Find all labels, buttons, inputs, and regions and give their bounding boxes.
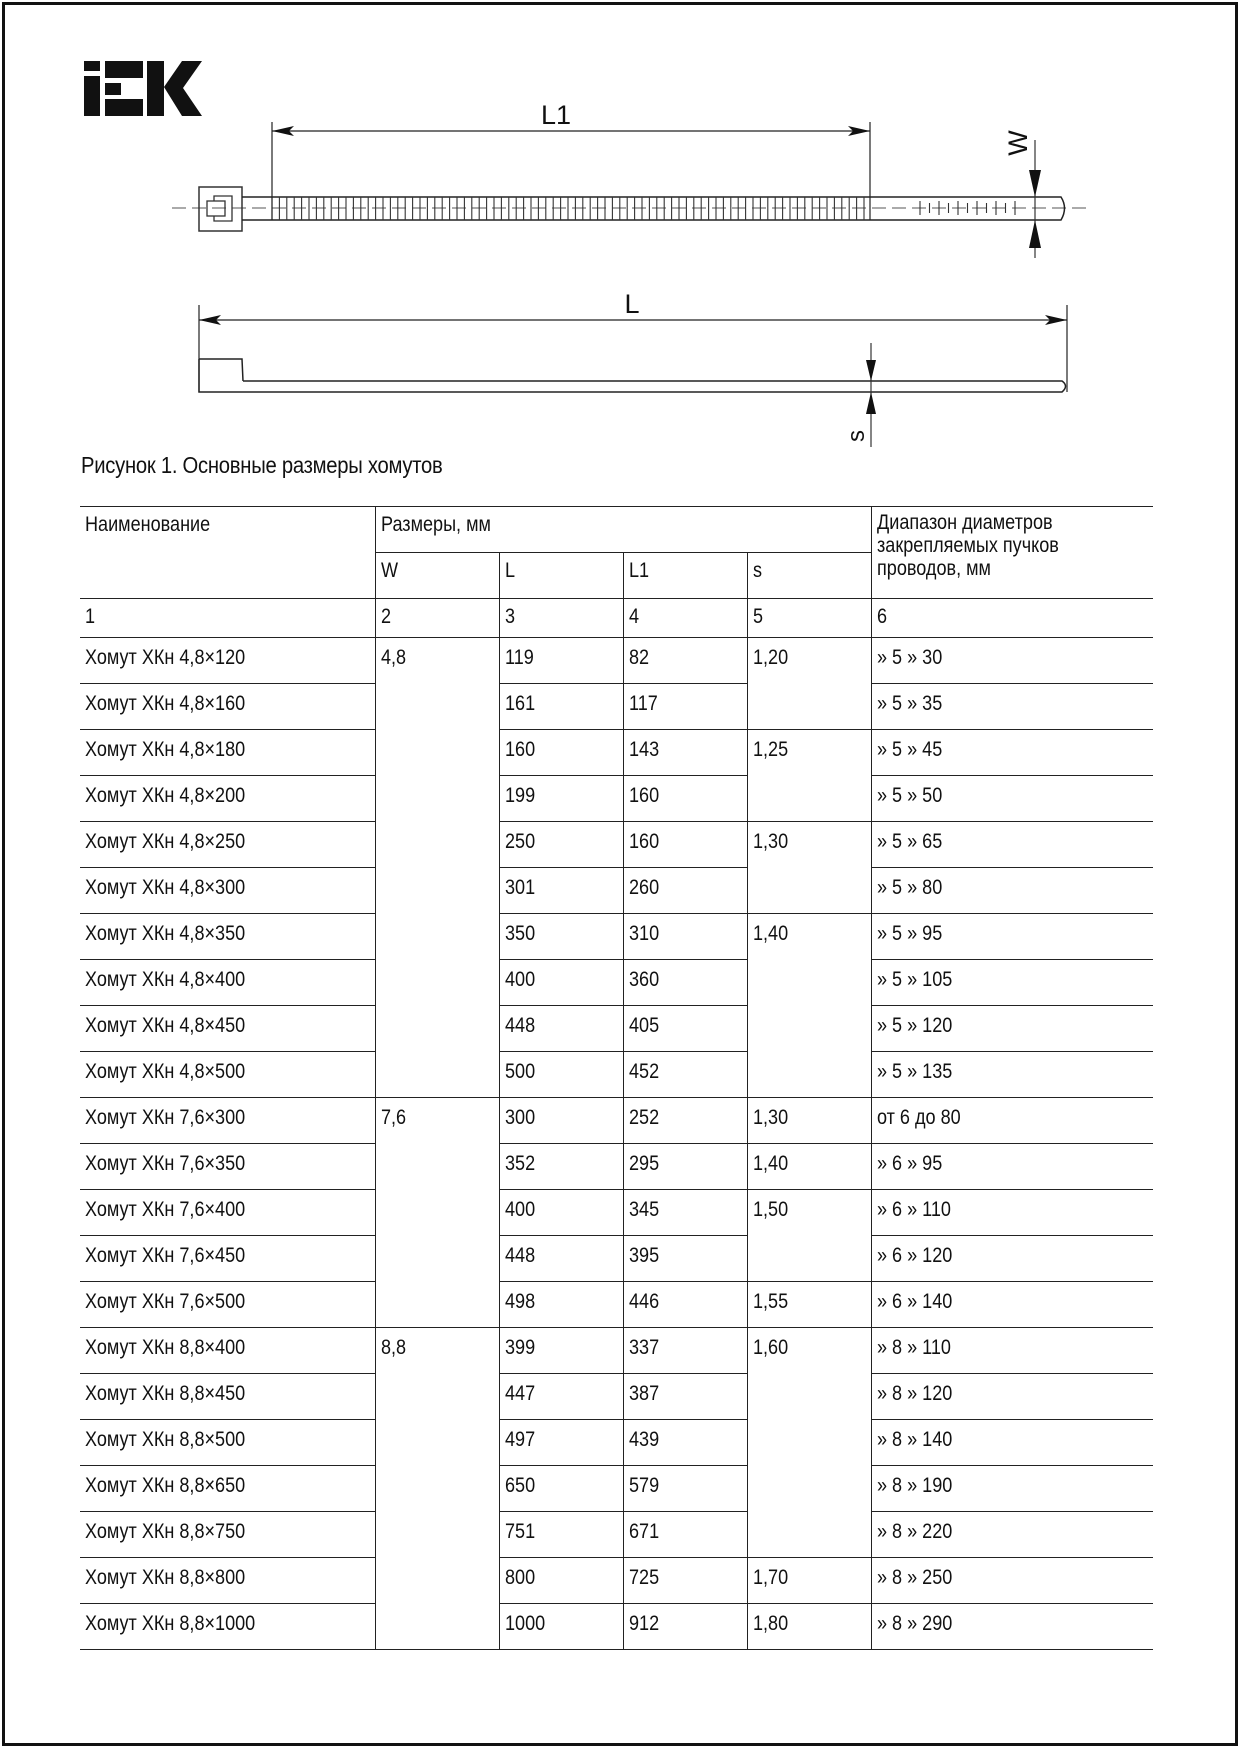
cell-range: » 5 » 30	[871, 638, 1153, 684]
cell-s: 1,25	[747, 730, 871, 822]
table-row	[80, 1006, 1153, 1052]
cell-l1: 395	[623, 1236, 747, 1282]
table-row	[80, 1604, 1153, 1650]
cell-name: Хомут ХКн 7,6×450	[80, 1236, 375, 1282]
table-row	[80, 1144, 1153, 1190]
cell-l1: 725	[623, 1558, 747, 1604]
cell-l1: 160	[623, 822, 747, 868]
table-row	[80, 914, 1153, 960]
cell-name: Хомут ХКн 8,8×650	[80, 1466, 375, 1512]
cell-l: 300	[499, 1098, 623, 1144]
table-row	[80, 822, 1153, 868]
cell-range: » 5 » 35	[871, 684, 1153, 730]
column-number: 6	[871, 599, 1153, 638]
cell-l1: 452	[623, 1052, 747, 1098]
cell-name: Хомут ХКн 4,8×300	[80, 868, 375, 914]
cell-l: 399	[499, 1328, 623, 1374]
cell-range: » 8 » 110	[871, 1328, 1153, 1374]
cell-l1: 446	[623, 1282, 747, 1328]
cell-l: 497	[499, 1420, 623, 1466]
cell-range: » 5 » 45	[871, 730, 1153, 776]
table-row	[80, 1558, 1153, 1604]
dimension-label-l1: L1	[540, 100, 572, 130]
table-row	[80, 1374, 1153, 1420]
column-number: 1	[80, 599, 375, 638]
table-row	[80, 1328, 1153, 1374]
cell-name: Хомут ХКн 8,8×750	[80, 1512, 375, 1558]
cell-name: Хомут ХКн 7,6×400	[80, 1190, 375, 1236]
cell-name: Хомут ХКн 8,8×450	[80, 1374, 375, 1420]
cell-range: » 5 » 50	[871, 776, 1153, 822]
cell-name: Хомут ХКн 4,8×200	[80, 776, 375, 822]
cell-name: Хомут ХКн 4,8×120	[80, 638, 375, 684]
cell-l1: 252	[623, 1098, 747, 1144]
cell-range: » 5 » 120	[871, 1006, 1153, 1052]
cell-l1: 671	[623, 1512, 747, 1558]
cable-tie-drawing	[0, 0, 1244, 460]
cell-l1: 295	[623, 1144, 747, 1190]
cell-l1: 117	[623, 684, 747, 730]
header-w: W	[375, 553, 499, 599]
cell-l: 161	[499, 684, 623, 730]
cell-l1: 160	[623, 776, 747, 822]
cell-name: Хомут ХКн 4,8×350	[80, 914, 375, 960]
cell-s: 1,55	[747, 1282, 871, 1328]
cell-l1: 143	[623, 730, 747, 776]
cell-l1: 912	[623, 1604, 747, 1650]
table-row	[80, 1190, 1153, 1236]
cell-l: 448	[499, 1006, 623, 1052]
cell-l: 160	[499, 730, 623, 776]
table-row	[80, 1420, 1153, 1466]
cell-name: Хомут ХКн 4,8×400	[80, 960, 375, 1006]
cell-w: 8,8	[375, 1328, 499, 1650]
cell-name: Хомут ХКн 4,8×250	[80, 822, 375, 868]
cell-l1: 439	[623, 1420, 747, 1466]
cell-s: 1,50	[747, 1190, 871, 1282]
dimension-label-s: s	[843, 430, 870, 442]
cell-l: 352	[499, 1144, 623, 1190]
table-row	[80, 960, 1153, 1006]
cell-l: 1000	[499, 1604, 623, 1650]
cell-range: » 8 » 220	[871, 1512, 1153, 1558]
cell-l: 199	[499, 776, 623, 822]
top-view	[172, 100, 1090, 258]
cell-name: Хомут ХКн 8,8×1000	[80, 1604, 375, 1650]
cell-l1: 337	[623, 1328, 747, 1374]
header-l: L	[499, 553, 623, 599]
cell-name: Хомут ХКн 7,6×500	[80, 1282, 375, 1328]
cell-l: 800	[499, 1558, 623, 1604]
cell-range: » 6 » 95	[871, 1144, 1153, 1190]
cell-range: » 5 » 80	[871, 868, 1153, 914]
table-row	[80, 1466, 1153, 1512]
dimension-label-w: W	[1003, 130, 1033, 156]
cell-range: » 5 » 95	[871, 914, 1153, 960]
header-name: Наименование	[80, 507, 375, 599]
table-row	[80, 1052, 1153, 1098]
cable-tie-spec-table	[80, 506, 1153, 1650]
dimension-label-l: L	[624, 289, 640, 319]
column-number: 4	[623, 599, 747, 638]
header-range: Диапазон диаметров закрепляемых пучков проводов, мм	[871, 507, 1153, 599]
cell-l: 751	[499, 1512, 623, 1558]
cell-name: Хомут ХКн 8,8×500	[80, 1420, 375, 1466]
cell-l1: 405	[623, 1006, 747, 1052]
cell-name: Хомут ХКн 4,8×450	[80, 1006, 375, 1052]
table-row	[80, 1236, 1153, 1282]
cell-l: 650	[499, 1466, 623, 1512]
cell-s: 1,20	[747, 638, 871, 730]
cell-range: » 5 » 65	[871, 822, 1153, 868]
cell-l: 500	[499, 1052, 623, 1098]
cell-range: » 6 » 140	[871, 1282, 1153, 1328]
cell-range: » 5 » 105	[871, 960, 1153, 1006]
cell-s: 1,30	[747, 822, 871, 914]
cell-range: » 8 » 250	[871, 1558, 1153, 1604]
cell-name: Хомут ХКн 8,8×800	[80, 1558, 375, 1604]
table-row	[80, 776, 1153, 822]
cell-l1: 310	[623, 914, 747, 960]
table-row	[80, 684, 1153, 730]
cell-l: 350	[499, 914, 623, 960]
header-dimensions: Размеры, мм	[375, 507, 871, 553]
cell-l1: 387	[623, 1374, 747, 1420]
side-view	[199, 289, 1067, 447]
cell-s: 1,70	[747, 1558, 871, 1604]
cell-name: Хомут ХКн 7,6×300	[80, 1098, 375, 1144]
table-row	[80, 868, 1153, 914]
cell-range: » 8 » 190	[871, 1466, 1153, 1512]
cell-range: » 8 » 290	[871, 1604, 1153, 1650]
cell-name: Хомут ХКн 4,8×180	[80, 730, 375, 776]
column-number: 3	[499, 599, 623, 638]
header-row	[80, 507, 1153, 553]
cell-l1: 260	[623, 868, 747, 914]
cell-l: 301	[499, 868, 623, 914]
cell-w: 4,8	[375, 638, 499, 1098]
table-row	[80, 1512, 1153, 1558]
table-row	[80, 638, 1153, 684]
column-number: 2	[375, 599, 499, 638]
table-row	[80, 1098, 1153, 1144]
cell-range: » 5 » 135	[871, 1052, 1153, 1098]
cell-range: от 6 до 80	[871, 1098, 1153, 1144]
column-number: 5	[747, 599, 871, 638]
cell-l: 400	[499, 1190, 623, 1236]
cell-l1: 579	[623, 1466, 747, 1512]
cell-s: 1,40	[747, 1144, 871, 1190]
figure-caption: Рисунок 1. Основные размеры хомутов	[81, 452, 443, 478]
cell-name: Хомут ХКн 4,8×160	[80, 684, 375, 730]
table-row	[80, 1282, 1153, 1328]
header-s: s	[747, 553, 871, 599]
cell-range: » 6 » 120	[871, 1236, 1153, 1282]
cell-s: 1,80	[747, 1604, 871, 1650]
header-l1: L1	[623, 553, 747, 599]
cell-range: » 8 » 120	[871, 1374, 1153, 1420]
cell-range: » 6 » 110	[871, 1190, 1153, 1236]
cell-l1: 345	[623, 1190, 747, 1236]
cell-s: 1,60	[747, 1328, 871, 1558]
cell-name: Хомут ХКн 4,8×500	[80, 1052, 375, 1098]
cell-l: 448	[499, 1236, 623, 1282]
cell-w: 7,6	[375, 1098, 499, 1328]
cell-name: Хомут ХКн 7,6×350	[80, 1144, 375, 1190]
cell-l1: 360	[623, 960, 747, 1006]
cell-l1: 82	[623, 638, 747, 684]
cell-l: 250	[499, 822, 623, 868]
table-row	[80, 730, 1153, 776]
cell-range: » 8 » 140	[871, 1420, 1153, 1466]
cell-name: Хомут ХКн 8,8×400	[80, 1328, 375, 1374]
cell-l: 447	[499, 1374, 623, 1420]
cell-s: 1,40	[747, 914, 871, 1098]
cell-l: 400	[499, 960, 623, 1006]
cell-l: 119	[499, 638, 623, 684]
cell-l: 498	[499, 1282, 623, 1328]
cell-s: 1,30	[747, 1098, 871, 1144]
column-number-row	[80, 599, 1153, 638]
